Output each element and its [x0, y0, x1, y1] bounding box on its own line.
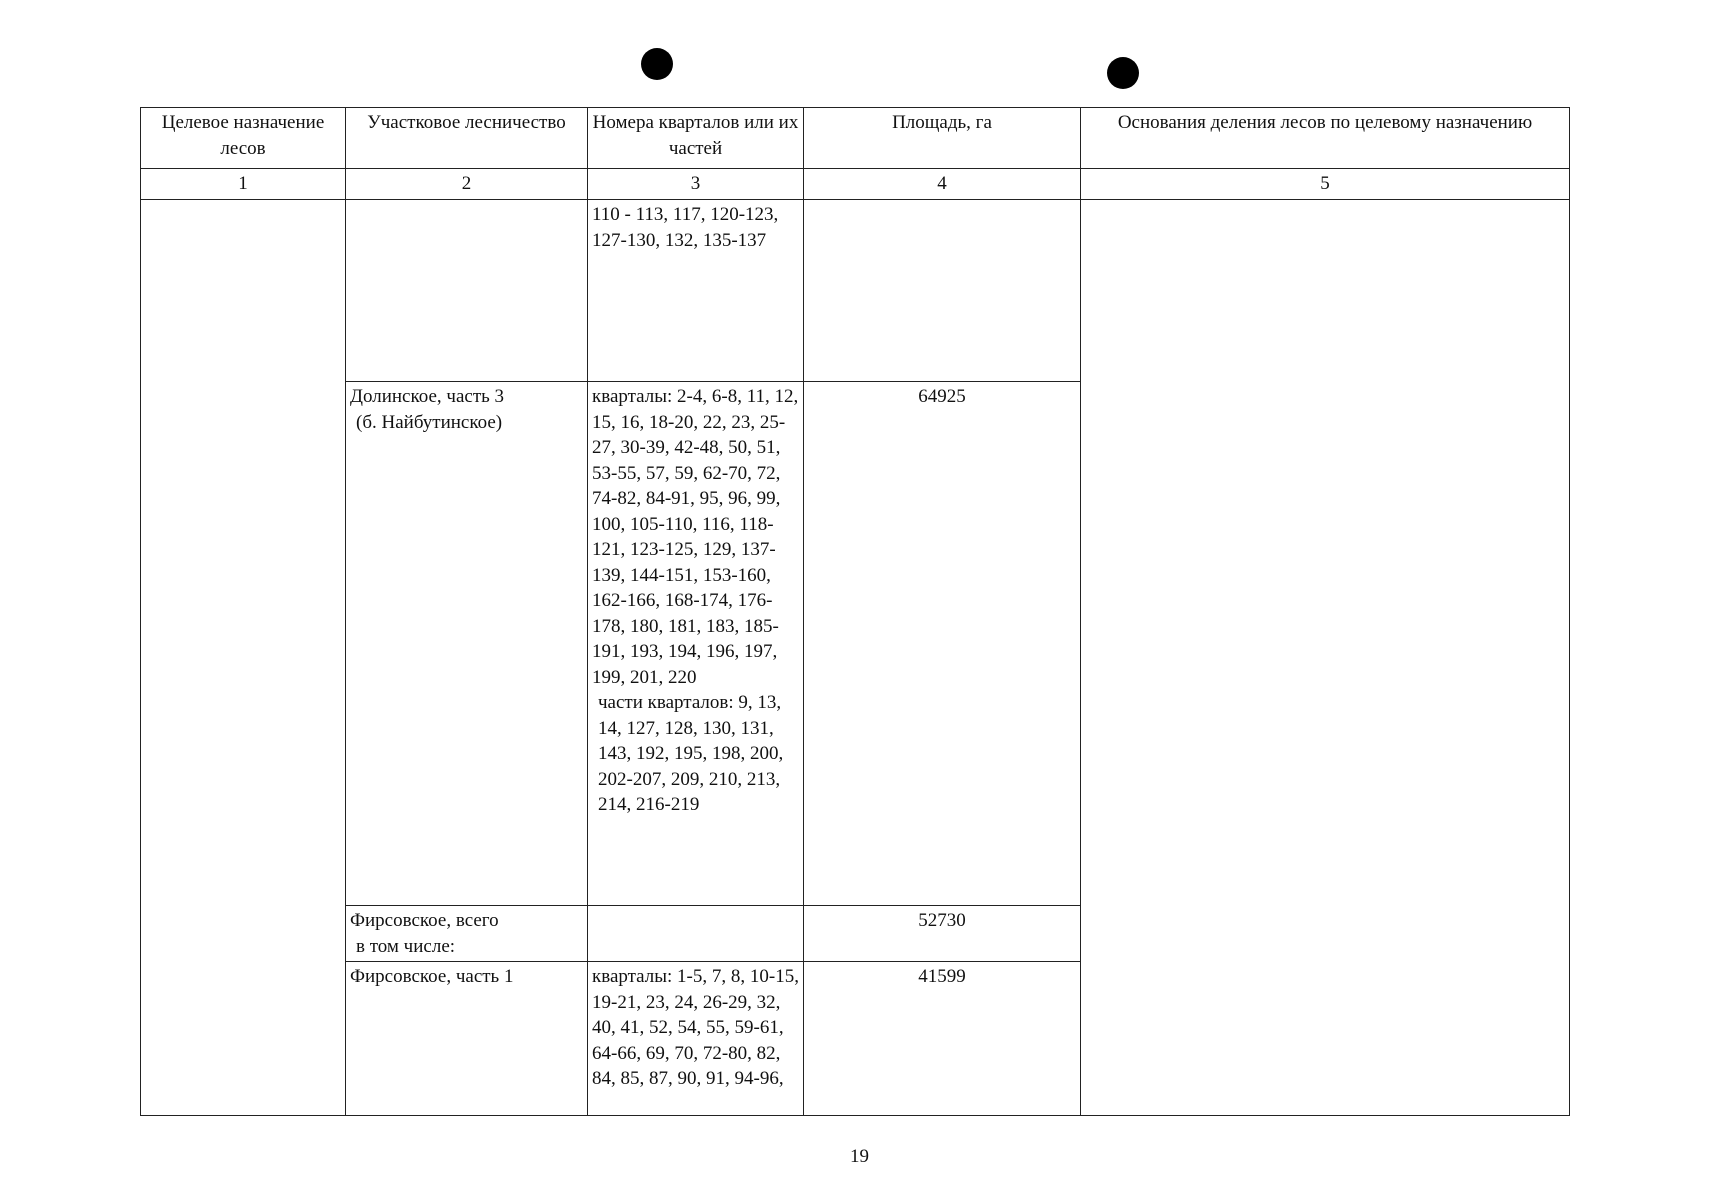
header-basis: Основания деления лесов по целевому назначению	[1081, 108, 1570, 169]
header-forestry: Участковое лесничество	[346, 108, 588, 169]
col-number-3: 3	[588, 169, 804, 200]
area-cell: 64925	[804, 382, 1081, 906]
forestry-cell	[346, 906, 588, 962]
col-number-2: 2	[346, 169, 588, 200]
purpose-cell	[141, 200, 346, 1116]
quarter-parts-list: части кварталов: 9, 13, 14, 127, 128, 130, 131, 143, 192, 195, 198, 200, 202-207, 209, 210, 213, 214, 216-219	[598, 692, 784, 815]
quarters-cell	[588, 906, 804, 962]
column-number-row	[141, 169, 1570, 200]
punch-hole-left	[641, 48, 673, 80]
forestry-name: Долинское, часть 3	[350, 386, 505, 407]
header-area: Площадь, га	[804, 108, 1081, 169]
area-cell	[804, 200, 1081, 382]
area-cell: 41599	[804, 962, 1081, 1116]
table-header-row	[141, 108, 1570, 169]
quarters-cell: кварталы: 1-5, 7, 8, 10-15, 19-21, 23, 24, 26-29, 32, 40, 41, 52, 54, 55, 59-61, 64-66, 69, 70, 72-80, 82, 84, 85, 87, 90, 91, 94-96,	[588, 962, 804, 1116]
header-quarters: Номера кварталов или их частей	[588, 108, 804, 169]
forest-purpose-table	[140, 107, 1570, 1116]
table-row	[141, 200, 1570, 382]
forestry-cell: Фирсовское, часть 1	[346, 962, 588, 1116]
quarters-cell: 110 - 113, 117, 120-123, 127-130, 132, 135-137	[588, 200, 804, 382]
forestry-cell	[346, 382, 588, 906]
col-number-1: 1	[141, 169, 346, 200]
forestry-cell	[346, 200, 588, 382]
forestry-subname: в том числе:	[356, 935, 456, 957]
basis-cell	[1081, 200, 1570, 1116]
col-number-5: 5	[1081, 169, 1570, 200]
punch-hole-right	[1107, 57, 1139, 89]
forestry-subname: (б. Найбутинское)	[356, 411, 503, 433]
quarters-list: кварталы: 2-4, 6-8, 11, 12, 15, 16, 18-20, 22, 23, 25-27, 30-39, 42-48, 50, 51, 53-55, 57, 59, 62-70, 72, 74-82, 84-91, 95, 96, 99, 100, 105-110, 116, 118-121, 123-125, 129, 137-139, 144-151, 153-160, 162-166, 168-174, 176-178, 180, 181, 183, 185-191, 193, 194, 196, 197, 199, 201, 220	[592, 386, 799, 688]
page-number: 19	[850, 1146, 869, 1167]
header-purpose: Целевое назначение лесов	[141, 108, 346, 169]
area-cell: 52730	[804, 906, 1081, 962]
forestry-name: Фирсовское, всего	[350, 910, 499, 931]
quarters-cell	[588, 382, 804, 906]
col-number-4: 4	[804, 169, 1081, 200]
